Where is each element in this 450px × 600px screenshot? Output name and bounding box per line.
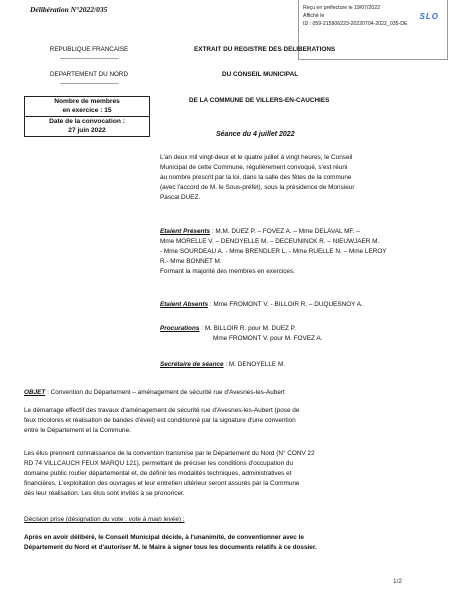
stamp-logo: SLO — [419, 12, 439, 21]
absents-label: Etaient Absents — [160, 301, 209, 308]
body-line: financières. L'exploitation des ouvrages et leur entretien ultérieur seront assurés par la Commune — [24, 479, 300, 487]
stamp-id-line: ID : 059-215906223-20220704-2022_035-DE — [303, 21, 408, 28]
body-line: Les élus prennent connaissance de la convention transmise par le Département du Nord (N° CONV 22 — [24, 450, 315, 457]
stamp-received-line: Reçu en préfecture le 19/07/2022 — [303, 5, 381, 11]
body-line: entre le Département et la Commune. — [24, 426, 131, 434]
body-paragraph-2 — [24, 449, 426, 499]
secretaire-text: : M. DENOYELLE M. — [223, 361, 286, 368]
page-number: 1/2 — [393, 578, 403, 585]
presents-line: Mme MORELLE V. – DENOYELLE M. – DECEUNINCK R. – NIEUWJAER M. — [160, 237, 380, 245]
objet-label: OBJET — [24, 389, 46, 396]
intro-line: Pascal DUEZ. — [160, 193, 201, 201]
absents-block — [160, 300, 426, 310]
conclusion-line: Département du Nord et d'autoriser M. le Maire à signer tous les documents relatifs à ce dossier. — [24, 543, 317, 551]
seance-date: Séance du 4 juillet 2022 — [216, 131, 295, 138]
presents-line: : M.M. DUEZ P. – FOVEZ A. – Mme DELAVAL MF. – — [210, 228, 360, 235]
registry-extract-title: EXTRAIT DU REGISTRE DES DELIBERATIONS — [194, 46, 336, 53]
conclusion-line: Après en avoir délibéré, le Conseil Municipal décide, à l'unanimité, de conventionner avec le — [24, 534, 304, 541]
procuration-line: Mme FROMONT V. pour M. FOVEZ A. — [213, 334, 323, 342]
convocation-value: 27 juin 2022 — [68, 126, 106, 134]
decision-vote: vote à main levée — [128, 516, 179, 523]
intro-line: L'an deux mil vingt-deux et le quatre juillet à vingt heures, le Conseil — [160, 154, 353, 161]
conclusion-paragraph — [24, 533, 426, 553]
body-paragraph-1 — [24, 406, 426, 436]
republic-label: REPUBLIQUE FRANCAISE — [49, 46, 129, 53]
intro-line: au nombre prescrit par la loi, dans la salle des fêtes de la commune — [160, 173, 352, 181]
presents-line: - Mme SOURDEAU A. - Mme BRENDLER L. - Mme RUELLE N. – Mme LEROY — [160, 247, 387, 255]
presents-line: R.- Mme BONNET M. — [160, 257, 222, 265]
stamp-posted-line: Affiché le — [303, 13, 325, 20]
decision-heading — [24, 515, 426, 525]
body-line: Le démarrage effectif des travaux d'aménagement de sécurité rue d'Avesnes-les-Aubert (pose de — [24, 407, 300, 414]
intro-line: (avec l'accord de M. le Sous-préfet), sous la présidence de Monsieur — [160, 183, 355, 191]
presents-label: Etaient Présents — [160, 228, 211, 235]
intro-line: Municipal de cette Commune, régulièrement convoqué, s'est réuni — [160, 163, 348, 171]
secretaire-label: Secrétaire de séance — [160, 361, 224, 368]
convocation-cell — [25, 117, 149, 136]
members-box — [24, 96, 150, 137]
body-line: domaine public routier départemental et, de définir les modalités techniques, administratives et — [24, 469, 292, 477]
objet-block — [24, 388, 426, 398]
divider-1: —————————— — [60, 55, 118, 62]
intro-paragraph — [160, 153, 424, 203]
commune-title: DE LA COMMUNE DE VILLERS-EN-CAUCHIES — [189, 97, 330, 104]
body-line: RD 74 VILLCAUCH FEUX MARQU 121), permettant de préciser les conditions d'occupation du — [24, 459, 294, 467]
presents-block — [160, 227, 426, 277]
deliberation-reference: Délibération N°2022/035 — [30, 5, 108, 14]
absents-text: : Mme FROMONT V. - BILLOIR R. – DUQUESNOY A. — [208, 301, 363, 308]
procurations-label: Procurations — [160, 325, 200, 332]
divider-2: —————————— — [60, 80, 118, 87]
members-value: en exercice : 15 — [62, 106, 112, 114]
body-line: dès leur réalisation. Les élus sont invités à se prononcer. — [24, 489, 185, 497]
decision-label: Décision prise (désignation du vote : — [24, 516, 129, 523]
members-cell — [25, 97, 149, 117]
procuration-line: : M. BILLOIR R. pour M. DUEZ P. — [199, 325, 296, 332]
presents-majority: Formant la majorité des membres en exercices. — [160, 267, 295, 275]
decision-close: ) : — [178, 516, 185, 523]
council-title: DU CONSEIL MUNICIPAL — [222, 71, 299, 78]
secretaire-block — [160, 360, 426, 370]
convocation-label: Date de la convocation : — [49, 118, 125, 126]
procurations-block — [160, 324, 426, 344]
members-label: Nombre de membres — [54, 98, 120, 105]
department-label: DEPARTEMENT DU NORD — [49, 71, 129, 78]
objet-text: : Convention du Département – aménagement de sécurité rue d'Avesnes-les-Aubert — [45, 389, 285, 396]
body-line: feux tricolores et réalisation de bandes d'éveil) est conditionné par la signature d'une convention — [24, 416, 296, 424]
